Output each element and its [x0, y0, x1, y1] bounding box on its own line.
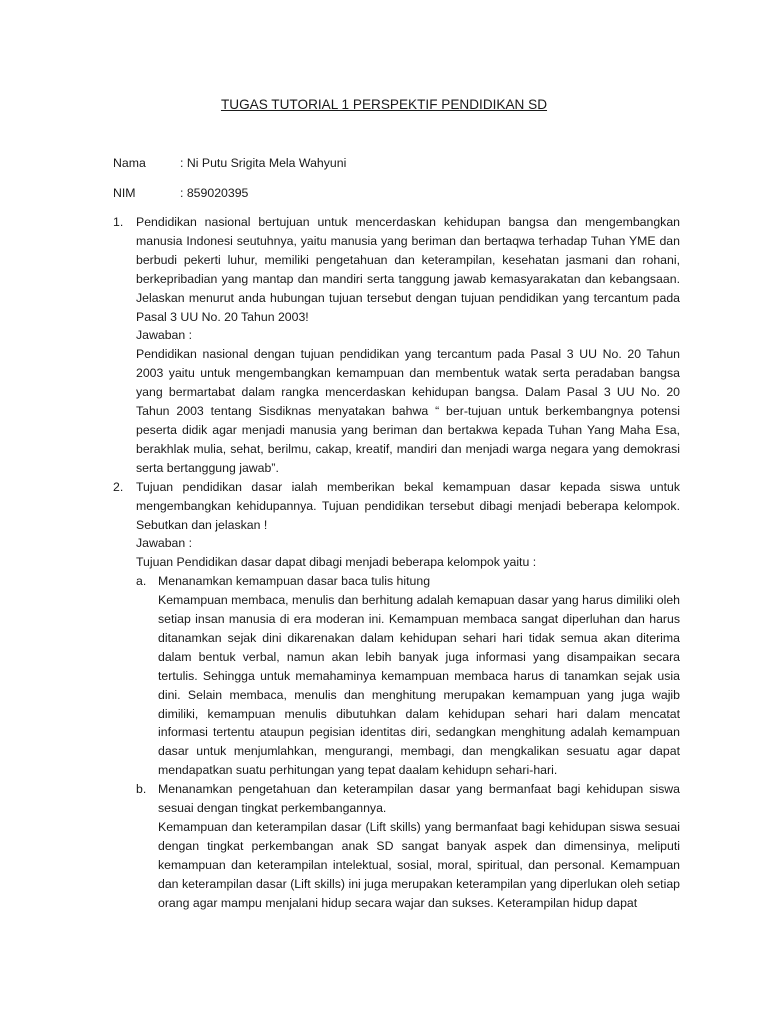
nim-label: NIM [113, 186, 136, 200]
answer-intro: Tujuan Pendidikan dasar dapat dibagi menjadi beberapa kelompok yaitu : [136, 555, 537, 570]
nim-value: : 859020395 [180, 186, 249, 200]
sub-item-letter: b. [136, 782, 147, 797]
sub-item-heading: Menanamkan kemampuan dasar baca tulis hitung [158, 574, 431, 589]
sub-item-body: Kemampuan membaca, menulis dan berhitung adalah kemapuan dasar yang harus dimiliki oleh setiap insan manusia di era moderan ini. Kemampuan membaca sangat diperluhan dan harus ditanamkan sejak dini dikarenakan dalam kehidupan sehari hari tidak semua akan diterima dalam bentuk verbal, namun akan lebih banyak juga informasi yang disampaikan secara tertulis. Sehingga untuk memahaminya kemampuan membaca harus di tanamkan sejak usia dini. Selain membaca, menulis dan menghitung merupakan kemampuan yang juga wajib dimiliki, kemampuan menulis dibutuhkan dalam kehidupan sehari hari dalam mencatat informasi tertentu ataupun pegisian identitas diri, sedangkan menghitung adalah kemampuan dasar untuk menjumlahkan, mengurangi, membagi, dan mengkalikan sesuatu agar dapat mendapatkan suatu perhitungan yang tepat daalam kehidupn sehari-hari. [158, 593, 680, 778]
question-item-2 [113, 478, 680, 913]
sub-item-a [136, 572, 680, 780]
sub-item-body: Kemampuan dan keterampilan dasar (Lift skills) yang bermanfaat bagi kehidupan siswa sesuai dengan tingkat perkembangan anak SD sangat banyak aspek dan dimensinya, meliputi kemampuan dan keterampilan intelektual, sosial, moral, spiritual, dan personal. Kemampuan dan keterampilan dasar (Lift skills) ini juga merupakan keterampilan yang diperlukan oleh setiap orang agar mampu menjalani hidup secara wajar dan sukses. Keterampilan hidup dapat [158, 820, 680, 910]
name-row [113, 154, 346, 173]
nim-row [113, 184, 248, 203]
question-item-1 [113, 213, 680, 478]
sub-item-letter: a. [136, 574, 147, 589]
sub-item-heading: Menanamkan pengetahuan dan keterampilan dasar yang bermanfaat bagi kehidupan siswa sesuai dengan tingkat perkembangannya. [158, 782, 680, 816]
answer-text: Pendidikan nasional dengan tujuan pendidikan yang tercantum pada Pasal 3 UU No. 20 Tahun 2003 yaitu untuk mengembangkan kemampuan dan membentuk watak serta peradaban bangsa yang bermartabat dalam rangka mencerdaskan kehidupan bangsa. Dalam Pasal 3 UU No. 20 Tahun 2003 tentang Sisdiknas menyatakan bahwa “ ber-tujuan untuk berkembangnya potensi peserta didik agar menjadi manusia yang beriman dan bertakwa kepada Tuhan Yang Maha Esa, berakhlak mulia, sehat, berilmu, cakap, kreatif, mandiri dan menjadi warga negara yang demokrasi serta bertanggung jawab”. [136, 347, 680, 475]
question-list [113, 213, 680, 913]
answer-label: Jawaban : [136, 328, 193, 343]
answer-label: Jawaban : [136, 536, 193, 551]
document-title: TUGAS TUTORIAL 1 PERSPEKTIF PENDIDIKAN SD [220, 97, 548, 112]
question-text: Pendidikan nasional bertujuan untuk mencerdaskan kehidupan bangsa dan mengembangkan manusia Indonesi seutuhnya, yaitu manusia yang beriman dan bertaqwa terhadap Tuhan YME dan berbudi pekerti luhur, memiliki pengetahuan dan keterampilan, kesehatan jasmani dan rohani, berkepribadian yang mantap dan mandiri serta tanggung jawab kemasyarakatan dan kebangsaan. Jelaskan menurut anda hubungan tujuan tersebut dengan tujuan pendidikan yang tercantum pada Pasal 3 UU No. 20 Tahun 2003! [136, 215, 680, 324]
question-number: 2. [113, 479, 124, 494]
sub-item-b [136, 780, 680, 912]
name-label: Nama [113, 156, 146, 170]
name-value: : Ni Putu Srigita Mela Wahyuni [180, 156, 347, 170]
question-text: Tujuan pendidikan dasar ialah memberikan bekal kemampuan dasar kepada siswa untuk mengembangkan kehidupannya. Tujuan pendidikan tersebut dibagi menjadi beberapa kelompok. Sebutkan dan jelaskan ! [136, 479, 680, 532]
question-number: 1. [113, 215, 124, 229]
